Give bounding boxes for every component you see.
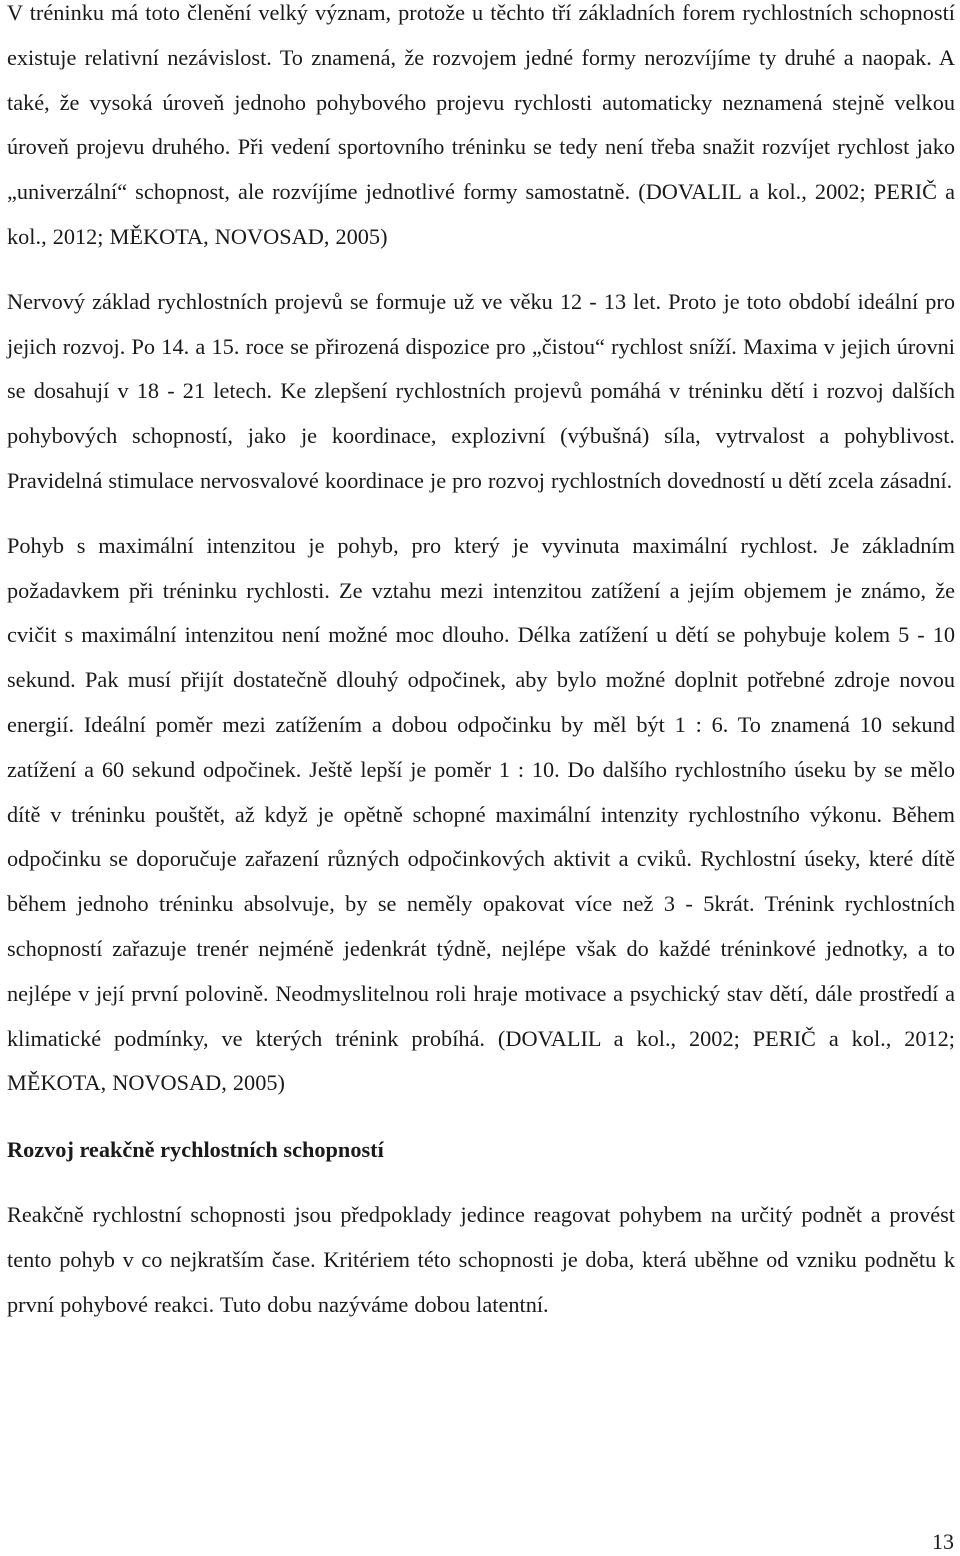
document-page bbox=[7, 0, 955, 1327]
paragraph-form-independence: V tréninku má toto členění velký význam, protože u těchto tří základních forem rychlostních schopností existuje relativní nezávislost. To znamená, že rozvojem jedné formy nerozvíjíme ty druhé a naopak. A také, že vysoká úroveň jednoho pohybového projevu rychlosti automaticky neznamená stejně velkou úroveň projevu druhého. Při vedení sportovního tréninku se tedy není třeba snažit rozvíjet rychlost jako „univerzální“ schopnost, ale rozvíjíme jednotlivé formy samostatně. (DOVALIL a kol., 2002; PERIČ a kol., 2012; MĚKOTA, NOVOSAD, 2005) bbox=[7, 0, 955, 249]
paragraph-neural-basis: Nervový základ rychlostních projevů se formuje už ve věku 12 - 13 let. Proto je toto období ideální pro jejich rozvoj. Po 14. a 15. roce se přirozená dispozice pro „čistou“ rychlost sníží. Maxima v jejich úrovni se dosahují v 18 - 21 letech. Ke zlepšení rychlostních projevů pomáhá v tréninku dětí i rozvoj dalších pohybových schopností, jako je koordinace, explozivní (výbušná) síla, vytrvalost a pohyblivost. Pravidelná stimulace nervosvalové koordinace je pro rozvoj rychlostních dovedností u dětí zcela zásadní. bbox=[7, 288, 955, 493]
paragraph-maximal-intensity: Pohyb s maximální intenzitou je pohyb, pro který je vyvinuta maximální rychlost. Je základním požadavkem při tréninku rychlosti. Ze vztahu mezi intenzitou zatížení a jejím objemem je známo, že cvičit s maximální intenzitou není možné moc dlouho. Délka zatížení u dětí se pohybuje kolem 5 - 10 sekund. Pak musí přijít dostatečně dlouhý odpočinek, aby bylo možné doplnit potřebné zdroje novou energií. Ideální poměr mezi zatížením a dobou odpočinku by měl být 1 : 6. To znamená 10 sekund zatížení a 60 sekund odpočinek. Ještě lepší je poměr 1 : 10. Do dalšího rychlostního úseku by se mělo dítě v tréninku pouštět, až když je opětně schopné maximální intenzity rychlostního výkonu. Během odpočinku se doporučuje zařazení různých odpočinkových aktivit a cviků. Rychlostní úseky, které dítě během jednoho tréninku absolvuje, by se neměly opakovat více než 3 - 5krát. Trénink rychlostních schopností zařazuje trenér nejméně jedenkrát týdně, nejlépe však do každé tréninkové jednotky, a to nejlépe v její první polovině. Neodmyslitelnou roli hraje motivace a psychický stav dětí, dále prostředí a klimatické podmínky, ve kterých trénink probíhá. (DOVALIL a kol., 2002; PERIČ a kol., 2012; MĚKOTA, NOVOSAD, 2005) bbox=[7, 532, 955, 1096]
paragraph-reaction-speed: Reakčně rychlostní schopnosti jsou předpoklady jedince reagovat pohybem na určitý podnět a provést tento pohyb v co nejkratším čase. Kritériem této schopnosti je doba, která uběhne od vzniku podnětu k první pohybové reakci. Tuto dobu nazýváme dobou latentní. bbox=[7, 1201, 955, 1317]
page-number: 13 bbox=[932, 1529, 954, 1554]
section-heading: Rozvoj reakčně rychlostních schopností bbox=[7, 1137, 384, 1163]
